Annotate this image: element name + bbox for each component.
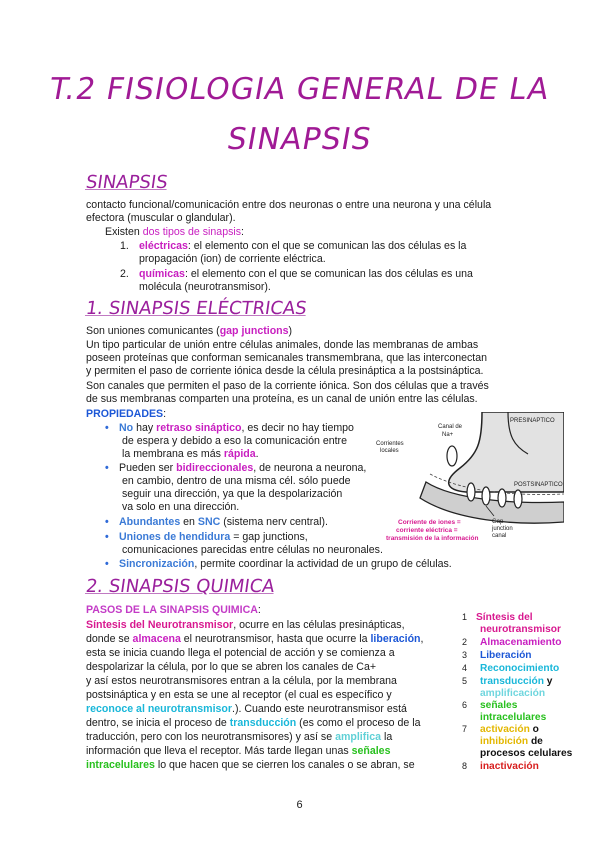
bullet1-mid: hay bbox=[133, 422, 157, 434]
heading-sinapsis: SINAPSIS bbox=[84, 172, 170, 193]
page-title-line1: T.2 FISIOLOGIA GENERAL DE LA bbox=[46, 72, 553, 107]
types-pre: Existen bbox=[105, 226, 143, 238]
type2-term: químicas bbox=[139, 268, 185, 280]
step-7 bbox=[462, 723, 572, 760]
bullet2-pre: Pueden ser bbox=[119, 462, 177, 474]
bullet2-line4: va solo en una dirección. bbox=[122, 501, 240, 513]
types-highlight: dos tipos de sinapsis bbox=[142, 226, 242, 238]
bullet-dot: • bbox=[105, 531, 109, 543]
electrical-synapse-figure bbox=[374, 412, 564, 550]
sincronizacion-highlight: Sincronización bbox=[119, 558, 195, 570]
quimica-l2-pre: donde se bbox=[86, 633, 133, 645]
quimica-l8-post: (es como el proceso de la bbox=[296, 717, 421, 729]
bullet1-line3 bbox=[122, 448, 259, 461]
bullet-dot: • bbox=[105, 462, 109, 474]
bullet2-text1: , de neurona a neurona, bbox=[253, 462, 367, 474]
step1-line2: neurotransmisor bbox=[480, 624, 561, 635]
sinapsis-types-intro bbox=[105, 226, 244, 239]
bullet1-l3-pre: la membrana es más bbox=[122, 448, 224, 460]
intracelulares-highlight: intracelulares bbox=[86, 759, 155, 771]
gap-label: Gap bbox=[492, 519, 504, 525]
step-number: 5 bbox=[462, 676, 468, 686]
presynaptic-terminal bbox=[449, 412, 564, 492]
type1-line2: propagación (ion) de corriente eléctrica. bbox=[139, 253, 326, 265]
heading-quimica: 2. SINAPSIS QUIMICA bbox=[84, 576, 277, 597]
quimica-line2 bbox=[86, 633, 423, 646]
bullet1-line2: de espera y debido a eso la comunicación entre bbox=[122, 435, 347, 447]
step6-line2: intracelulares bbox=[480, 712, 547, 723]
step2-text: Almacenamiento bbox=[480, 637, 562, 648]
type1-term: eléctricas bbox=[139, 240, 188, 252]
step5-line2: amplificación bbox=[480, 688, 546, 699]
junction-label: junction bbox=[492, 526, 513, 532]
step-number: 7 bbox=[462, 724, 468, 734]
quimica-line9 bbox=[86, 731, 392, 744]
sinapsis-def-line2: efectora (muscular o glandular). bbox=[86, 212, 236, 224]
quimica-l9-post: la bbox=[381, 731, 393, 743]
quimica-line5: y así estos neurotransmisores entran a la célula, por la membrana bbox=[86, 675, 397, 687]
type2-num: 2. bbox=[120, 268, 129, 280]
bullet-dot: • bbox=[105, 422, 109, 434]
step7-line3: procesos celulares bbox=[480, 748, 573, 759]
quimica-l7-post: .). Cuando este neurotransmisor está bbox=[232, 703, 407, 715]
bullet4-line2: comunicaciones parecidas entre células no neuronales. bbox=[122, 544, 383, 556]
page-number: 6 bbox=[296, 799, 303, 811]
p1-pre: Son uniones comunicantes ( bbox=[86, 325, 220, 337]
step7-o: o bbox=[529, 724, 539, 735]
bullet5-line bbox=[105, 558, 452, 571]
quimica-l9-pre: traducción, pero con los neurotransmisores) y así se bbox=[86, 731, 336, 743]
pasos-label bbox=[86, 604, 261, 617]
almacena-highlight: almacena bbox=[132, 633, 181, 645]
liberacion-highlight: liberación bbox=[370, 633, 421, 645]
step-5 bbox=[462, 675, 552, 700]
propiedades-colon: : bbox=[163, 408, 167, 420]
na-label: Na+ bbox=[442, 432, 454, 438]
step-number: 3 bbox=[462, 650, 468, 660]
bullet5-post: , permite coordinar la actividad de un grupo de células. bbox=[194, 558, 452, 570]
step6-line1: señales bbox=[480, 700, 518, 711]
step5-line1: transducción bbox=[480, 676, 544, 687]
bullet1-highlight: retraso sináptico bbox=[156, 422, 242, 434]
step-6 bbox=[462, 699, 546, 724]
heading-electricas: 1. SINAPSIS ELÉCTRICAS bbox=[84, 298, 309, 319]
step-1 bbox=[462, 611, 561, 636]
step-8 bbox=[462, 760, 539, 773]
quimica-line11 bbox=[86, 759, 415, 772]
step-2 bbox=[462, 636, 562, 649]
bullet1-term: No bbox=[119, 422, 134, 434]
quimica-l8-pre: dentro, se inicia el proceso de bbox=[86, 717, 230, 729]
p1-post: ) bbox=[288, 325, 293, 337]
type1-num: 1. bbox=[120, 240, 129, 252]
electricas-p2-line3: y permiten el paso de corriente iónica desde la célula presináptica a la postsináptica. bbox=[86, 365, 484, 377]
bullet2-line2: en cambio, dentro de una misma cél. sólo puede bbox=[122, 475, 351, 487]
canal2-label: canal bbox=[492, 533, 507, 539]
corrientes-label: Corrientes bbox=[376, 441, 404, 447]
bullet4-line1 bbox=[105, 531, 308, 544]
reconoce-highlight: reconoce al neurotransmisor bbox=[86, 703, 233, 715]
quimica-l2-post: , bbox=[420, 633, 424, 645]
electricas-p1 bbox=[86, 325, 292, 338]
presinaptico-label: PRESINAPTICO bbox=[510, 418, 555, 424]
uniones-highlight: Uniones de hendidura bbox=[119, 531, 231, 543]
bullet3-mid: en bbox=[180, 516, 198, 528]
step7-line1: activación bbox=[480, 724, 530, 735]
bullet3-post: (sistema nerv central). bbox=[220, 516, 328, 528]
types-post: : bbox=[241, 226, 244, 238]
quimica-line6: postsináptica y en esta se une al receptor (el cual es específico y bbox=[86, 689, 392, 701]
propiedades-label bbox=[86, 408, 166, 421]
step1-line1: Síntesis del bbox=[476, 612, 533, 623]
quimica-line7 bbox=[86, 703, 407, 716]
abundantes-highlight: Abundantes bbox=[119, 516, 181, 528]
step8-text: inactivación bbox=[480, 761, 539, 772]
electricas-p3-line1: Son canales que permiten el paso de la corriente iónica. Son dos células que a través bbox=[86, 380, 489, 392]
pasos-text: PASOS DE LA SINAPSIS QUIMICA bbox=[86, 604, 258, 616]
quimica-line4: despolarizar la célula, por lo que se abren los canales de Ca+ bbox=[86, 661, 377, 673]
bullet-dot: • bbox=[105, 516, 109, 528]
step3-text: Liberación bbox=[480, 650, 532, 661]
step-number: 8 bbox=[462, 761, 468, 771]
step5-y: y bbox=[543, 676, 553, 687]
step4-text: Reconocimiento bbox=[480, 663, 560, 674]
type1-text1: : el elemento con el que se comunican las dos células es la bbox=[187, 240, 467, 252]
locales-label: locales bbox=[380, 448, 399, 454]
pasos-colon: : bbox=[257, 604, 261, 616]
type2-line1 bbox=[120, 268, 473, 281]
bullet2-line1 bbox=[105, 462, 366, 475]
bullet1-line1 bbox=[105, 422, 354, 435]
canal-label: Canal de bbox=[438, 424, 463, 430]
bullet3-line bbox=[105, 516, 328, 529]
amplifica-highlight: amplifica bbox=[335, 731, 382, 743]
step-3 bbox=[462, 649, 532, 662]
step-number: 6 bbox=[462, 700, 468, 710]
rapida-highlight: rápida bbox=[223, 448, 256, 460]
quimica-line10 bbox=[86, 745, 390, 758]
quimica-line1 bbox=[86, 619, 405, 632]
quimica-line3: esta se inicia cuando llega el potencial de acción y se comienza a bbox=[86, 647, 395, 659]
step-number: 1 bbox=[462, 612, 468, 622]
electricas-p3-line2: de sus membranas comparten una proteína, es un canal de unión entre las células. bbox=[86, 393, 478, 405]
step7-line2: inhibición bbox=[480, 736, 529, 747]
postsinaptico-label: POSTSINAPTICO bbox=[514, 482, 563, 488]
bullet1-text1: , es decir no hay tiempo bbox=[241, 422, 354, 434]
propiedades-text: PROPIEDADES bbox=[86, 408, 164, 420]
type1-line1 bbox=[120, 240, 466, 253]
step7-de: de bbox=[528, 736, 543, 747]
bullet1-l3-post: . bbox=[255, 448, 259, 460]
senales-highlight: señales bbox=[351, 745, 391, 757]
snc-highlight: SNC bbox=[197, 516, 221, 528]
quimica-line8 bbox=[86, 717, 420, 730]
electricas-p2-line1: Un tipo particular de unión entre células animales, donde las membranas de ambas bbox=[86, 339, 479, 351]
step-number: 4 bbox=[462, 663, 468, 673]
quimica-l11-post: lo que hacen que se cierren los canales o se abran, se bbox=[154, 759, 415, 771]
step-number: 2 bbox=[462, 637, 468, 647]
quimica-l1-post: , ocurre en las células presinápticas, bbox=[233, 619, 405, 631]
page-title-line2: SINAPSIS bbox=[224, 122, 375, 157]
caption-line3: transmisión de la información bbox=[386, 535, 479, 542]
caption-line2: corriente eléctrica = bbox=[396, 527, 458, 534]
gap-junctions-highlight: gap junctions bbox=[219, 325, 289, 337]
bullet4-text1: = gap junctions, bbox=[230, 531, 308, 543]
step-4 bbox=[462, 662, 559, 675]
electricas-p2-line2: poseen proteínas que conforman semicanales transmembrana, que las interconectan bbox=[86, 352, 488, 364]
type2-text1: : el elemento con el que se comunican las dos células es una bbox=[184, 268, 473, 280]
transduccion-highlight: transducción bbox=[229, 717, 297, 729]
sinapsis-def-line1: contacto funcional/comunicación entre dos neuronas o entre una neurona y una célula bbox=[86, 199, 492, 211]
type2-line2: molécula (neurotransmisor). bbox=[139, 281, 271, 293]
caption-line1: Corriente de iones = bbox=[398, 519, 461, 526]
quimica-l10-pre: información que lleva el receptor. Más tarde llegan unas bbox=[86, 745, 352, 757]
bullet-dot: • bbox=[105, 558, 109, 570]
bullet2-line3: seguir una dirección, ya que la despolarización bbox=[122, 488, 343, 500]
bidireccionales-highlight: bidireccionales bbox=[176, 462, 254, 474]
quimica-l2-mid: el neurotransmisor, hasta que ocurre la bbox=[180, 633, 371, 645]
sintesis-highlight: Síntesis del Neurotransmisor bbox=[86, 619, 234, 631]
